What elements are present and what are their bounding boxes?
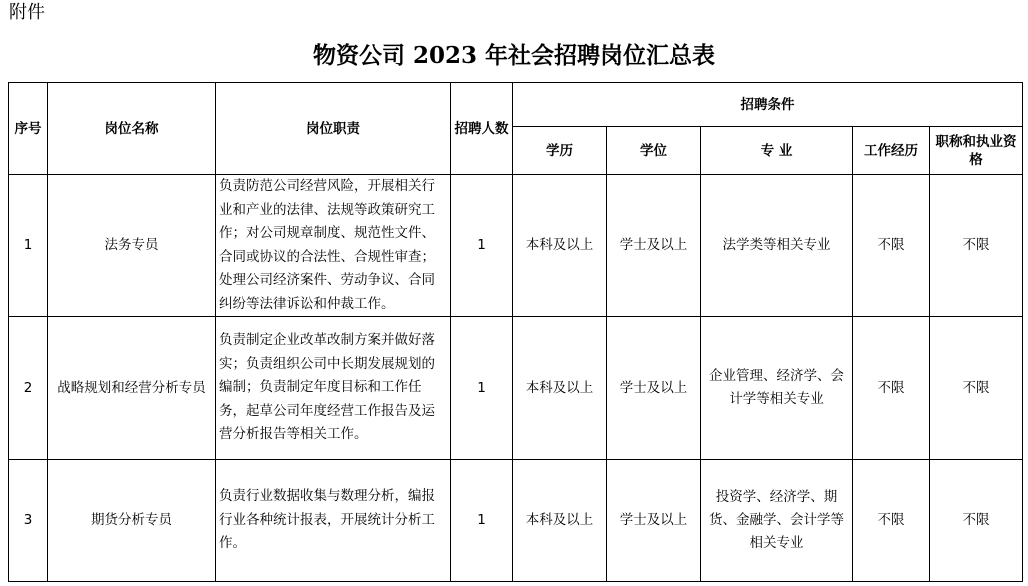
cell-work-experience: 不限: [853, 175, 930, 317]
header-major: 专 业: [701, 127, 853, 175]
header-degree: 学位: [607, 127, 701, 175]
cell-headcount: 1: [451, 460, 513, 582]
table-row: [9, 175, 1023, 317]
table-row: [9, 460, 1023, 582]
attachment-label: 附件: [9, 2, 45, 23]
header-conditions: 招聘条件: [513, 83, 1023, 127]
cell-education: 本科及以上: [513, 175, 607, 317]
header-duties: 岗位职责: [216, 83, 451, 175]
header-education: 学历: [513, 127, 607, 175]
cell-degree: 学士及以上: [607, 460, 701, 582]
cell-work-experience: 不限: [853, 460, 930, 582]
header-headcount: 招聘人数: [451, 83, 513, 175]
cell-position-name: 法务专员: [48, 175, 216, 317]
cell-duties: 负责防范公司经营风险，开展相关行业和产业的法律、法规等政策研究工作；对公司规章制度、规范性文件、合同或协议的合法性、合规性审查；处理公司经济案件、劳动争议、合同纠纷等法律诉讼和仲裁工作。: [216, 175, 451, 317]
cell-duties: 负责行业数据收集与数理分析，编报行业各种统计报表，开展统计分析工作。: [216, 460, 451, 582]
cell-position-name: 期货分析专员: [48, 460, 216, 582]
recruitment-table: [8, 82, 1023, 582]
cell-education: 本科及以上: [513, 317, 607, 460]
header-position-name: 岗位名称: [48, 83, 216, 175]
cell-major: 企业管理、经济学、会计学等相关专业: [701, 317, 853, 460]
cell-qualification: 不限: [930, 317, 1023, 460]
cell-major: 法学类等相关专业: [701, 175, 853, 317]
cell-duties: 负责制定企业改革改制方案并做好落实；负责组织公司中长期发展规划的编制；负责制定年度目标和工作任务，起草公司年度经营工作报告及运营分析报告等相关工作。: [216, 317, 451, 460]
cell-seq: 2: [9, 317, 48, 460]
cell-degree: 学士及以上: [607, 317, 701, 460]
cell-major: 投资学、经济学、期货、金融学、会计学等相关专业: [701, 460, 853, 582]
cell-headcount: 1: [451, 175, 513, 317]
table-row: [9, 317, 1023, 460]
header-row-1: [9, 83, 1023, 127]
cell-headcount: 1: [451, 317, 513, 460]
cell-seq: 3: [9, 460, 48, 582]
cell-education: 本科及以上: [513, 460, 607, 582]
header-work-experience: 工作经历: [853, 127, 930, 175]
cell-seq: 1: [9, 175, 48, 317]
cell-qualification: 不限: [930, 460, 1023, 582]
header-seq: 序号: [9, 83, 48, 175]
cell-qualification: 不限: [930, 175, 1023, 317]
header-qualification: 职称和执业资格: [930, 127, 1023, 175]
cell-work-experience: 不限: [853, 317, 930, 460]
document-title: 物资公司 2023 年社会招聘岗位汇总表: [312, 42, 716, 69]
cell-position-name: 战略规划和经营分析专员: [48, 317, 216, 460]
cell-degree: 学士及以上: [607, 175, 701, 317]
